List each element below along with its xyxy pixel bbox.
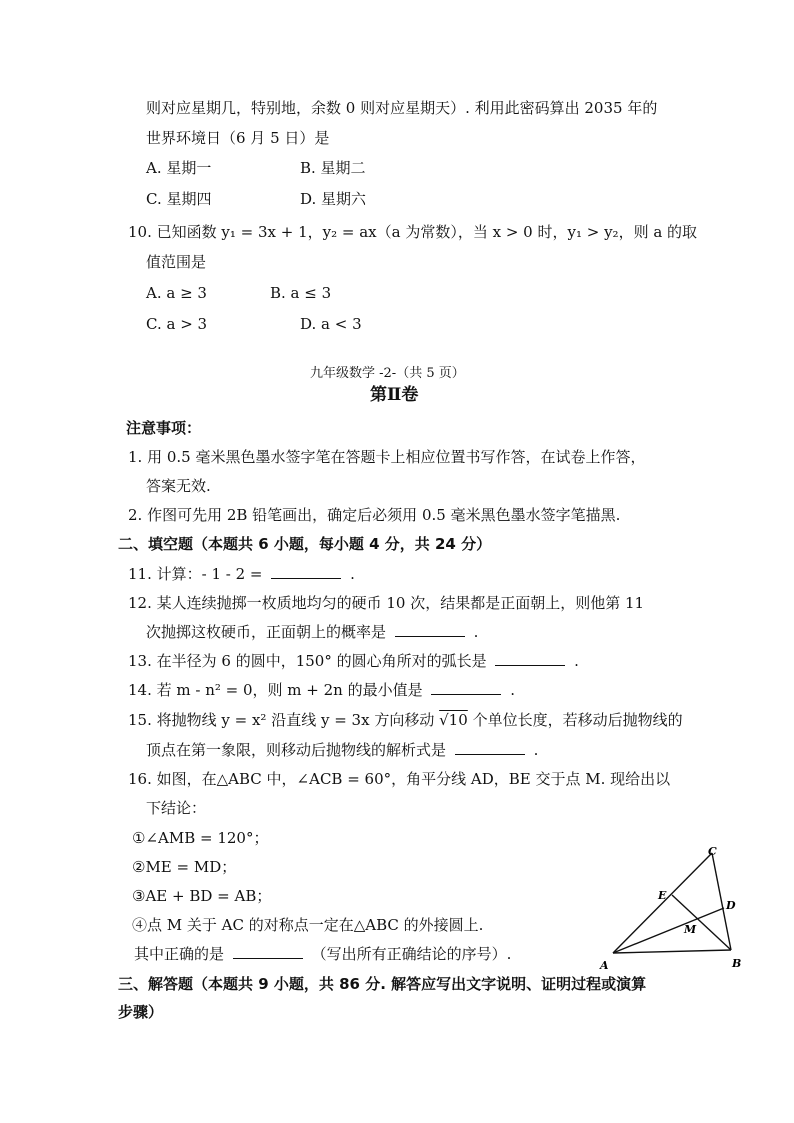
q13-answer-blank[interactable] [495,651,565,666]
q15-line2 [146,740,538,760]
q10-option-d: D. a < 3 [300,315,362,333]
q16-ask [134,944,511,964]
q15-answer-blank[interactable] [455,740,525,755]
note-1-line1: 1. 用 0.5 毫米黑色墨水签字笔在答题卡上相应位置书写作答，在试卷上作答， [128,448,646,466]
q12-answer-blank[interactable] [395,622,465,637]
q16-conclusion-4: ④点 M 关于 AC 的对称点一定在△ABC 的外接圆上. [132,916,484,934]
q9-line1: 则对应星期几，特别地，余数 0 则对应星期天）. 利用此密码算出 2035 年的 [146,99,658,117]
q16-conclusion-3: ③AE + BD = AB； [132,887,272,905]
q15-text-b: 个单位长度，若移动后抛物线的 [472,711,683,729]
q9-line2: 世界环境日（6 月 5 日）是 [146,129,330,147]
q9-option-c: C. 星期四 [146,190,212,208]
q13-period: . [574,652,579,670]
q15-line1 [128,710,683,730]
section3-heading-line1: 三、解答题（本题共 9 小题，共 86 分. 解答应写出文字说明、证明过程或演算 [118,975,647,993]
q15-text-2: 顶点在第一象限，则移动后抛物线的解析式是 [146,741,447,759]
q15-text-a: 15. 将抛物线 y = x² 沿直线 y = 3x 方向移动 [128,711,435,729]
q11-answer-blank[interactable] [271,564,341,579]
q16-line1: 16. 如图，在△ABC 中，∠ACB = 60°，角平分线 AD，BE 交于点 M. 现给出以 [128,770,671,788]
q11-period: . [350,565,355,583]
page-footer: 九年级数学 -2-（共 5 页） [310,366,465,381]
q9-option-a: A. 星期一 [146,159,212,177]
edge-ab [613,950,731,953]
q12-line2 [146,622,478,642]
q13-text: 13. 在半径为 6 的圆中，150° 的圆心角所对的弧长是 [128,652,487,670]
q10-option-c: C. a > 3 [146,315,208,333]
q15-sqrt: √10 [439,711,468,729]
label-m: M [684,923,697,936]
q10-line1: 10. 已知函数 y₁ = 3x + 1，y₂ = ax（a 为常数），当 x > 0 时，y₁ > y₂，则 a 的取 [128,223,698,241]
q16-conclusion-2: ②ME = MD； [132,858,237,876]
note-1-line2: 答案无效. [146,477,211,495]
q16-ask-a: 其中正确的是 [134,945,225,963]
label-b: B [732,957,742,970]
edge-ac [613,853,712,953]
label-d: D [726,899,736,912]
q10-option-b: B. a ≤ 3 [270,284,332,302]
section2-heading: 二、填空题（本题共 6 小题，每小题 4 分，共 24 分） [118,535,492,553]
q10-line2: 值范围是 [146,253,207,271]
triangle-figure [598,843,748,973]
part2-title: 第Ⅱ卷 [370,385,419,405]
label-c: C [708,845,717,858]
label-a: A [600,959,609,972]
notes-heading: 注意事项： [126,419,202,437]
q14-period: . [510,681,515,699]
q16-ask-b: （写出所有正确结论的序号）. [311,945,512,963]
q16-line2: 下结论： [146,799,207,817]
q14-answer-blank[interactable] [431,680,501,695]
q12-period: . [473,623,479,641]
q12-line1: 12. 某人连续抛掷一枚质地均匀的硬币 10 次，结果都是正面朝上，则他第 11 [128,594,645,612]
q9-option-d: D. 星期六 [300,190,367,208]
q11-text: 11. 计算：- 1 - 2 = [128,565,263,583]
q16-answer-blank[interactable] [233,944,303,959]
q16-conclusion-1: ①∠AMB = 120°； [132,829,269,847]
q12-text: 次抛掷这枚硬币，正面朝上的概率是 [146,623,387,641]
q10-option-a: A. a ≥ 3 [146,284,207,302]
q9-option-b: B. 星期二 [300,159,366,177]
section3-heading-line2: 步骤） [118,1003,164,1021]
note-2: 2. 作图可先用 2B 铅笔画出，确定后必须用 0.5 毫米黑色墨水签字笔描黑. [128,506,621,524]
q15-period: . [533,741,539,759]
label-e: E [658,889,667,902]
q14-text: 14. 若 m - n² = 0，则 m + 2n 的最小值是 [128,681,423,699]
bisector-ad [613,908,724,953]
q14 [128,680,515,700]
q13 [128,651,579,671]
q11 [128,564,355,584]
